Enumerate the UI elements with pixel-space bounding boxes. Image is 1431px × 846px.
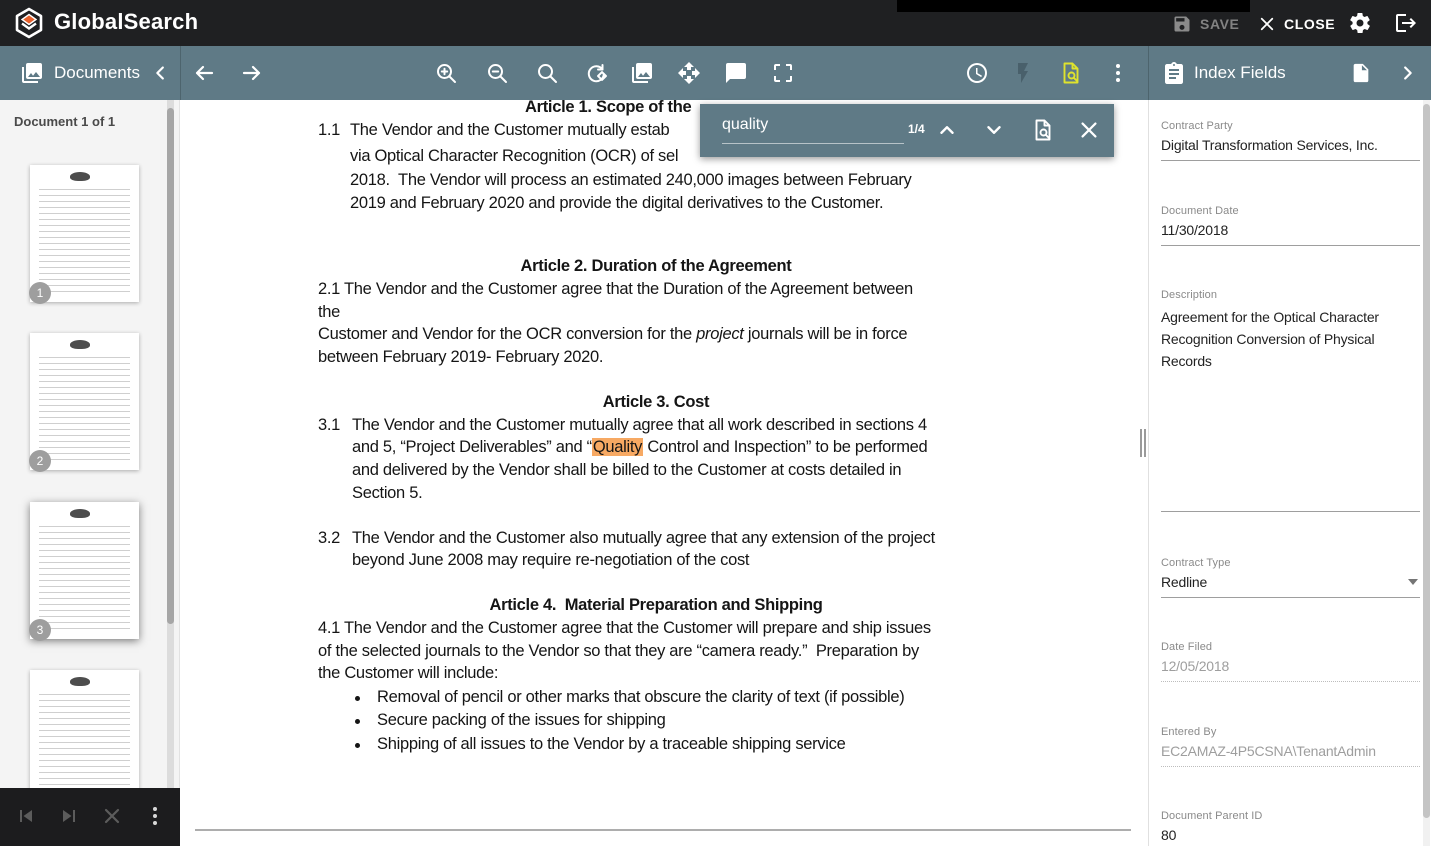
document-line: Section 5. <box>352 484 423 502</box>
bullet-icon <box>355 743 360 748</box>
gear-icon[interactable] <box>1348 11 1372 35</box>
pages-icon[interactable] <box>630 61 654 85</box>
search-document-icon[interactable] <box>1031 118 1055 142</box>
page-number-badge: 1 <box>29 282 51 304</box>
skip-last-icon[interactable] <box>57 804 81 828</box>
field-value[interactable]: 80 <box>1161 827 1177 843</box>
page-thumbnail-1[interactable] <box>30 165 139 302</box>
document-line: between February 2019- February 2020. <box>318 348 604 366</box>
bullet-icon <box>355 719 360 724</box>
thumbnail-content <box>39 524 130 631</box>
fields-scrollbar-thumb[interactable] <box>1423 104 1430 818</box>
collapse-left-icon[interactable] <box>150 62 172 84</box>
page-number-badge: 3 <box>29 619 51 641</box>
remove-icon[interactable] <box>100 804 124 828</box>
document-line: 1.1 <box>318 121 341 139</box>
forward-arrow-icon[interactable] <box>240 61 264 85</box>
page-thumbnail-2[interactable] <box>30 333 139 470</box>
field-value: 12/05/2018 <box>1161 658 1420 682</box>
index-fields-panel <box>1148 100 1431 846</box>
rotate-icon[interactable] <box>584 61 608 85</box>
document-line: The Vendor and the Customer mutually estab <box>350 121 670 139</box>
description-field-underline <box>1161 511 1420 512</box>
index-fields-clipboard-icon <box>1162 61 1186 85</box>
article-2-heading: Article 2. Duration of the Agreement <box>520 257 792 275</box>
field-label: Date Filed <box>1161 641 1213 653</box>
page-thumbnail-3[interactable] <box>30 502 139 639</box>
expand-right-icon[interactable] <box>1396 62 1418 84</box>
thumbnail-logo <box>70 172 90 181</box>
field-value[interactable]: Digital Transformation Services, Inc. <box>1161 137 1420 161</box>
field-contract-type[interactable] <box>1161 557 1420 598</box>
thumbnail-content <box>39 355 130 462</box>
panel-resize-handle[interactable] <box>1140 429 1148 457</box>
field-value[interactable]: Agreement for the Optical Character Recognition Conversion of Physical Records <box>1161 309 1379 369</box>
thumbnail-logo <box>70 509 90 518</box>
save-label: SAVE <box>1200 16 1240 32</box>
bolt-icon[interactable] <box>1011 61 1035 85</box>
document-line: and delivered by the Vendor shall be billed to the Customer at costs detailed in <box>352 461 902 479</box>
document-line: Customer and Vendor for the OCR conversion for the project journals will be in force <box>318 325 908 343</box>
document-line: 2018. The Vendor will process an estimated 240,000 images between February <box>350 171 912 189</box>
document-search-icon[interactable] <box>1059 61 1083 85</box>
skip-first-icon[interactable] <box>14 804 38 828</box>
toolbar-divider <box>180 46 181 100</box>
document-line: 2019 and February 2020 and provide the digital derivatives to the Customer. <box>350 194 884 212</box>
document-line: 2.1 The Vendor and the Customer agree that the Duration of the Agreement between <box>318 280 913 298</box>
page-thumbnail-4[interactable] <box>30 670 139 807</box>
field-entered-by <box>1161 726 1420 767</box>
document-line: 3.1 <box>318 416 341 434</box>
thumbnail-content <box>39 692 130 799</box>
index-fields-title: Index Fields <box>1194 63 1286 82</box>
search-match-counter: 1/4 <box>908 122 925 136</box>
close-icon <box>1258 15 1276 33</box>
field-label: Entered By <box>1161 726 1217 738</box>
document-line: 3.2 <box>318 529 341 547</box>
field-label: Document Parent ID <box>1161 810 1263 822</box>
thumbnail-content <box>39 187 130 294</box>
nav-more-dots-icon[interactable] <box>143 804 167 828</box>
field-document-parent-id[interactable] <box>1161 810 1420 846</box>
field-value[interactable]: 11/30/2018 <box>1161 222 1420 246</box>
article-4-heading: Article 4. Material Preparation and Shipping <box>489 596 823 614</box>
chevron-down-icon[interactable] <box>983 119 1005 141</box>
document-line: The Vendor and the Customer mutually agree that all work described in sections 4 <box>352 416 927 434</box>
search-query-input[interactable]: quality <box>722 116 904 144</box>
field-value: EC2AMAZ-4P5CSNA\TenantAdmin <box>1161 743 1420 767</box>
document-bullet: Removal of pencil or other marks that obscure the clarity of text (if possible) <box>377 688 905 706</box>
document-line: the Customer will include: <box>318 664 499 682</box>
search-hit-highlight: Quality <box>592 438 643 456</box>
close-label: CLOSE <box>1284 16 1336 32</box>
document-search-overlay <box>700 104 1114 157</box>
document-line: via Optical Character Recognition (OCR) of sel <box>350 147 679 165</box>
thumbnail-logo <box>70 340 90 349</box>
dropdown-arrow-icon[interactable] <box>1408 579 1418 585</box>
zoom-out-icon[interactable] <box>485 61 509 85</box>
toolbar-divider <box>1148 46 1149 100</box>
article-1-heading: Article 1. Scope of the <box>525 98 692 116</box>
documents-panel-title: Documents <box>54 63 140 82</box>
article-3-heading: Article 3. Cost <box>602 393 710 411</box>
document-viewer[interactable] <box>180 100 1148 846</box>
document-line: the <box>318 303 341 321</box>
close-button[interactable] <box>1258 12 1335 36</box>
field-date-filed <box>1161 641 1420 682</box>
field-label: Document Date <box>1161 205 1239 217</box>
fullscreen-icon[interactable] <box>771 61 795 85</box>
document-line: of the selected journals to the Vendor so that they are “camera ready.” Preparation by <box>318 642 919 660</box>
search-icon[interactable] <box>535 61 559 85</box>
back-arrow-icon[interactable] <box>192 61 216 85</box>
field-label: Description <box>1161 289 1218 301</box>
zoom-in-icon[interactable] <box>434 61 458 85</box>
black-overlay-strip <box>897 0 1250 12</box>
document-line: The Vendor and the Customer also mutually agree that any extension of the project <box>352 529 935 547</box>
close-search-icon[interactable] <box>1078 119 1100 141</box>
save-button[interactable] <box>1172 12 1240 36</box>
field-label: Contract Party <box>1161 120 1233 132</box>
document-line: and 5, “Project Deliverables” and “Quality Control and Inspection” to be performed <box>352 438 928 456</box>
document-nav-bar <box>0 788 180 846</box>
field-value[interactable]: Redline <box>1161 574 1420 598</box>
field-label: Contract Type <box>1161 557 1231 569</box>
field-contract-party[interactable] <box>1161 120 1420 161</box>
topbar <box>0 0 1431 46</box>
thumbnail-logo <box>70 677 90 686</box>
document-bullet: Shipping of all issues to the Vendor by a traceable shipping service <box>377 735 846 753</box>
history-clock-icon[interactable] <box>965 61 989 85</box>
field-document-date[interactable] <box>1161 205 1420 246</box>
pan-icon[interactable] <box>677 61 701 85</box>
more-dots-icon[interactable] <box>1106 61 1130 85</box>
document-line: 4.1 The Vendor and the Customer agree that the Customer will prepare and ship issues <box>318 619 931 637</box>
page-separator <box>195 829 1131 831</box>
documents-panel <box>0 100 180 846</box>
bullet-icon <box>355 696 360 701</box>
app-title: GlobalSearch <box>54 9 199 34</box>
italic-text: project <box>696 325 744 343</box>
globalsearch-logo-icon <box>13 7 45 39</box>
thumbnail-scrollbar-thumb[interactable] <box>167 108 174 624</box>
new-document-icon[interactable] <box>1350 62 1372 84</box>
documents-icon <box>20 61 44 85</box>
document-count: Document 1 of 1 <box>14 114 116 129</box>
chevron-up-icon[interactable] <box>936 119 958 141</box>
page-number-badge: 2 <box>29 450 51 472</box>
document-line: beyond June 2008 may require re-negotiation of the cost <box>352 551 750 569</box>
annotation-icon[interactable] <box>724 61 748 85</box>
field-description[interactable] <box>1161 289 1420 379</box>
document-bullet: Secure packing of the issues for shipping <box>377 711 666 729</box>
logout-icon[interactable] <box>1394 11 1418 35</box>
save-icon <box>1172 14 1192 34</box>
